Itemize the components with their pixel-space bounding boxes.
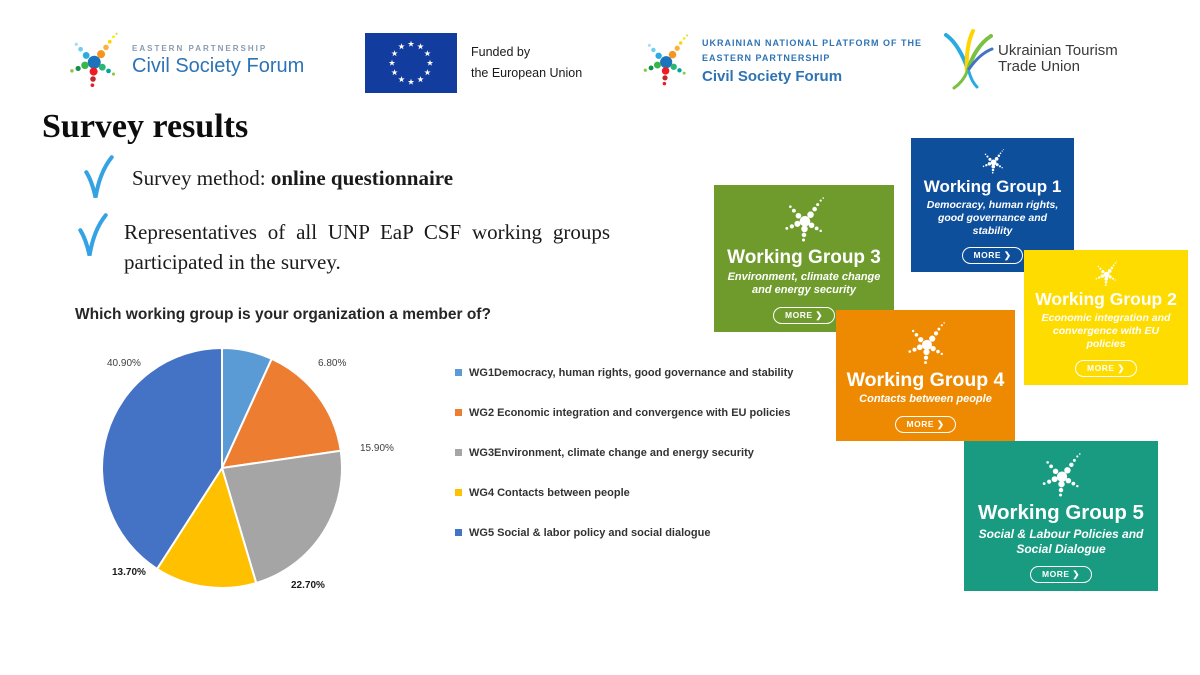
pie-label: 6.80% [318, 358, 347, 369]
card-working-group-4[interactable] [836, 310, 1015, 441]
card-subtitle: Social & Labour Policies and Social Dialogue [978, 527, 1144, 556]
starfish-icon [965, 148, 1021, 176]
checkmark-icon [78, 210, 108, 262]
eu-flag-stars [365, 33, 457, 93]
card-title: Working Group 2 [1035, 289, 1177, 310]
pie-label: 22.70% [291, 580, 325, 591]
pie-chart [97, 343, 347, 593]
eapcsf-logo-line2: Civil Society Forum [132, 55, 305, 77]
unp-logo-line3: Civil Society Forum [702, 68, 843, 85]
bullet-representatives [78, 210, 610, 278]
legend-swatch [455, 369, 462, 376]
chart-legend [455, 366, 793, 566]
ribbon-icon [942, 28, 994, 90]
eu-flag-icon [365, 33, 457, 93]
uttu-logo-line1: Ukrainian Tourism [998, 41, 1118, 59]
starfish-icon [773, 195, 835, 246]
legend-swatch [455, 409, 462, 416]
more-button[interactable]: MORE ❯ [895, 416, 957, 433]
legend-label: WG4 Contacts between people [469, 486, 630, 499]
more-button[interactable]: MORE ❯ [1030, 566, 1092, 583]
page-title: Survey results [42, 108, 249, 145]
card-title: Working Group 5 [978, 501, 1144, 525]
uttu-logo [942, 28, 1118, 90]
legend-item-wg3 [455, 446, 793, 459]
starfish-icon [896, 320, 956, 368]
pie-label: 40.90% [107, 358, 141, 369]
bullet-prefix: Survey method: [132, 166, 271, 190]
more-button[interactable]: MORE ❯ [773, 307, 835, 324]
eapcsf-logo [62, 30, 304, 92]
bullet-survey-method [84, 152, 453, 204]
starfish-icon [1078, 260, 1134, 288]
card-subtitle: Contacts between people [859, 393, 992, 406]
legend-item-wg5 [455, 526, 793, 539]
legend-label: WG1Democracy, human rights, good governance and stability [469, 366, 794, 379]
card-title: Working Group 4 [846, 368, 1005, 391]
card-subtitle: Economic integration and convergence with EU policies [1041, 311, 1171, 350]
more-button[interactable]: MORE ❯ [962, 247, 1024, 264]
bullet-text: Representatives of all UNP EaP CSF working groups participated in the survey. [124, 220, 610, 274]
legend-swatch [455, 529, 462, 536]
unp-logo-line1: UKRAINIAN NATIONAL PLATFORM OF THE [702, 38, 922, 48]
card-working-group-2[interactable] [1024, 250, 1188, 385]
bullet-text [132, 166, 453, 204]
eapcsf-logo-line1: EASTERN PARTNERSHIP [132, 44, 268, 53]
bullet-bold: online questionnaire [270, 166, 454, 190]
legend-label: WG5 Social & labor policy and social dialogue [469, 526, 711, 539]
checkmark-icon [84, 152, 114, 204]
legend-swatch [455, 489, 462, 496]
pie-label: 13.70% [112, 567, 146, 578]
legend-item-wg4 [455, 486, 793, 499]
eu-funding-line2: the European Union [471, 66, 583, 80]
legend-item-wg2 [455, 406, 793, 419]
starfish-icon [636, 32, 694, 90]
eu-funding-line1: Funded by [471, 44, 531, 59]
legend-label: WG3Environment, climate change and energy security [469, 446, 754, 459]
eu-funding-logo [365, 33, 582, 93]
uttu-logo-line2: Trade Union [998, 58, 1080, 75]
unp-logo [636, 32, 922, 90]
card-title: Working Group 3 [727, 246, 881, 268]
card-subtitle: Democracy, human rights, good governance and stability [926, 198, 1059, 237]
legend-item-wg1 [455, 366, 793, 379]
more-button[interactable]: MORE ❯ [1075, 360, 1137, 377]
chart-title: Which working group is your organization a member of? [75, 306, 491, 323]
starfish-icon [62, 30, 124, 92]
card-subtitle: Environment, climate change and energy security [727, 270, 881, 297]
pie-label: 15.90% [360, 443, 394, 454]
card-working-group-5[interactable] [964, 441, 1158, 591]
unp-logo-line2: EASTERN PARTNERSHIP [702, 53, 831, 63]
legend-swatch [455, 449, 462, 456]
card-title: Working Group 1 [923, 176, 1062, 196]
legend-label: WG2 Economic integration and convergence with EU policies [469, 406, 791, 419]
starfish-icon [1028, 451, 1094, 500]
